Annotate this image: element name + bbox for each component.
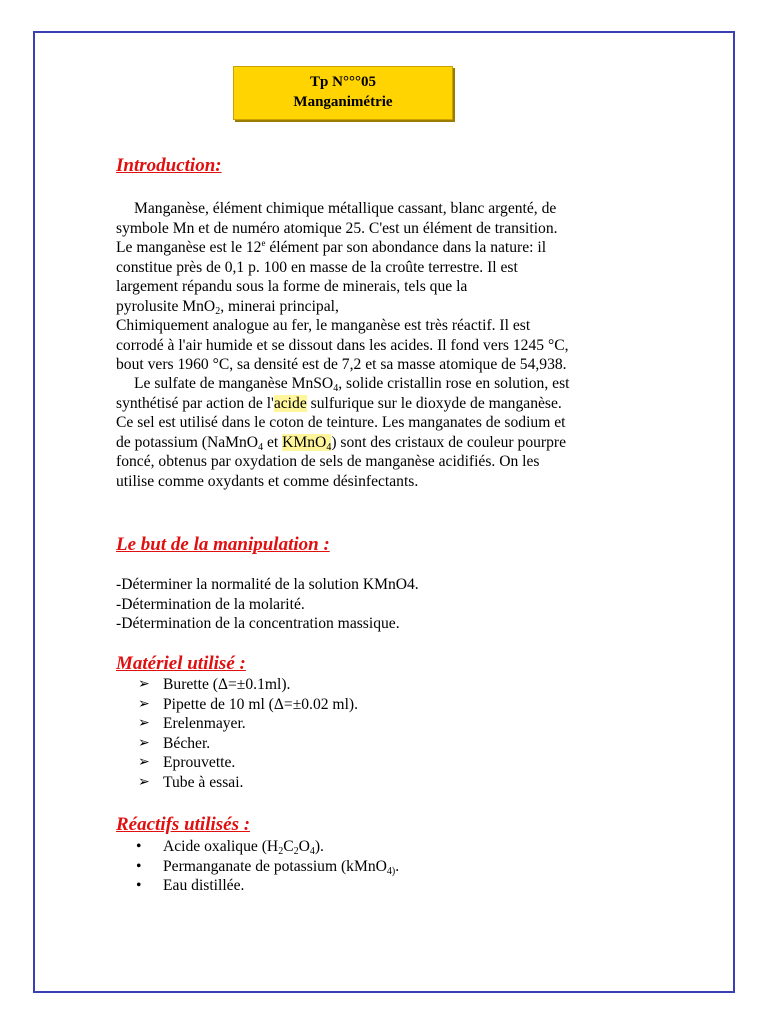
list-item: ➢ Erelenmayer.	[138, 715, 246, 732]
arrow-bullet-icon: ➢	[138, 696, 150, 712]
bullet-icon: •	[136, 877, 142, 894]
highlight-acide: acide	[273, 394, 307, 412]
text-line: bout vers 1960 °C, sa densité est de 7,2 et sa masse atomique de 54,938.	[116, 356, 567, 373]
arrow-bullet-icon: ➢	[138, 755, 150, 770]
title-box	[233, 66, 453, 120]
introduction-heading: Introduction:	[116, 155, 222, 176]
title-line-2: Manganimétrie	[293, 94, 393, 110]
arrow-bullet-icon: ➢	[138, 716, 150, 731]
list-item: • Permanganate de potassium (kMnO$_{4)}$.	[136, 857, 400, 877]
list-item: -Déterminer la normalité de la solution KMnO4.	[116, 576, 419, 593]
list-item: ➢ Tube à essai.	[138, 773, 244, 791]
text-line: Chimiquement analogue au fer, le manganèse est très réactif. Il est	[116, 317, 531, 334]
text-line: symbole Mn et de numéro atomique 25. C'est un élément de transition.	[116, 219, 558, 237]
introduction-paragraph-2	[116, 374, 656, 491]
highlight-kmno4: KMnO$_4$	[282, 433, 332, 453]
text-line: Manganèse, élément chimique métallique cassant, blanc argenté, de	[134, 200, 557, 217]
arrow-bullet-icon: ➢	[138, 677, 150, 692]
list-item: ➢ Pipette de 10 ml (Δ=±0.02 ml).	[138, 695, 358, 713]
text-line: utilise comme oxydants et comme désinfectants.	[116, 472, 419, 490]
text-line: constitue près de 0,1 p. 100 en masse de la croûte terrestre. Il est	[116, 258, 518, 276]
objective-list	[116, 575, 656, 634]
text-line: de potassium (NaMnO$_4$ et KMnO$_4$) sont des cristaux de couleur pourpre	[116, 433, 567, 453]
text-line: largement répandu sous la forme de minerais, tels que la	[116, 278, 468, 295]
materials-list	[130, 675, 358, 792]
list-item: • Acide oxalique $(H_2C_2O_4)$.	[136, 838, 324, 857]
text-line: Le manganèse est le 12e élément par son abondance dans la nature: il	[116, 238, 547, 256]
text-line: pyrolusite MnO$_2$, minerai principal,	[116, 297, 339, 317]
text-line: corrodé à l'air humide et se dissout dans les acides. Il fond vers 1245 °C,	[116, 336, 569, 354]
arrow-bullet-icon: ➢	[138, 735, 150, 751]
text-line: Ce sel est utilisé dans le coton de teinture. Les manganates de sodium et	[116, 414, 566, 431]
introduction-paragraph-1	[116, 199, 656, 375]
list-item: • Eau distillée.	[136, 877, 245, 894]
list-item: -Détermination de la concentration massique.	[116, 615, 400, 632]
reagents-heading: Réactifs utilisés :	[116, 814, 251, 835]
reagents-list	[130, 837, 399, 896]
list-item: ➢ Eprouvette.	[138, 754, 236, 771]
objective-heading: Le but de la manipulation :	[116, 534, 330, 555]
bullet-icon: •	[136, 857, 142, 875]
title-line-1: Tp N°°°05	[310, 74, 376, 90]
text-line: synthétisé par action de l'acide sulfurique sur le dioxyde de manganèse.	[116, 394, 562, 412]
materials-heading: Matériel utilisé :	[116, 653, 246, 674]
list-item: ➢ Bécher.	[138, 734, 211, 752]
list-item: -Détermination de la molarité.	[116, 595, 305, 613]
bullet-icon: •	[136, 838, 142, 855]
text-line: foncé, obtenus par oxydation de sels de manganèse acidifiés. On les	[116, 453, 540, 470]
arrow-bullet-icon: ➢	[138, 774, 150, 790]
list-item: ➢ Burette (Δ=±0.1ml).	[138, 676, 291, 693]
text-line: Le sulfate de manganèse MnSO$_4$, solide cristallin rose en solution, est	[134, 375, 570, 394]
